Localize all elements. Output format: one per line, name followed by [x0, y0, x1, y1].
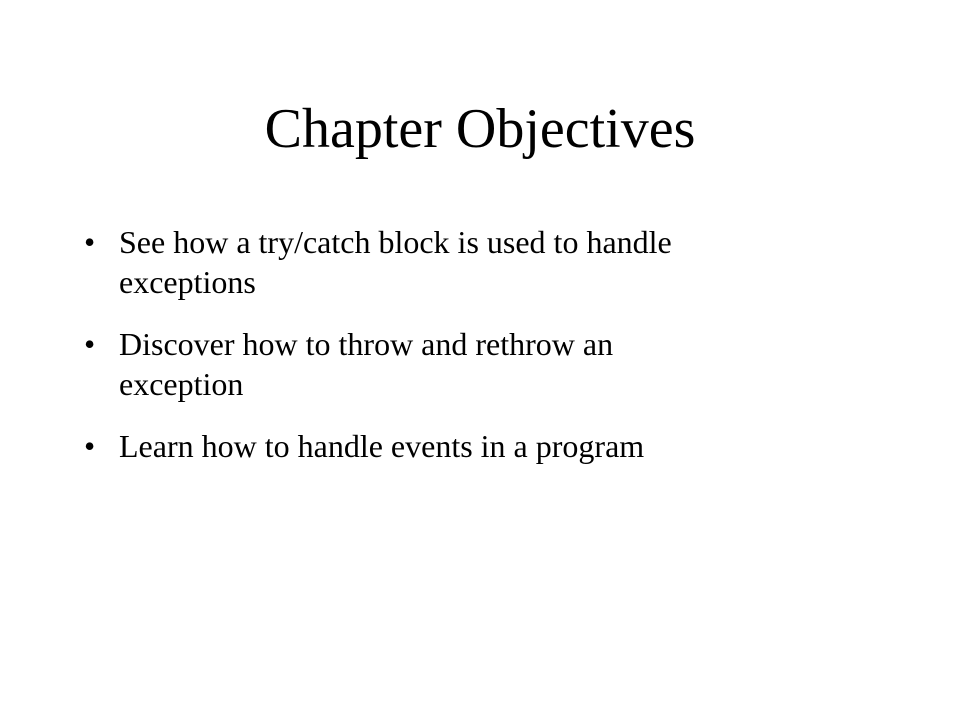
bullet-list [84, 222, 884, 488]
bullet-icon: • [84, 224, 96, 260]
slide-title: Chapter Objectives [264, 98, 696, 160]
bullet-item [84, 222, 884, 302]
bullet-icon: • [84, 326, 96, 362]
bullet-text-line: exception [119, 366, 244, 402]
bullet-text-line: Discover how to throw and rethrow an [119, 326, 614, 362]
bullet-text-line: See how a try/catch block is used to handle [119, 224, 672, 260]
bullet-icon: • [84, 428, 96, 464]
bullet-text-line: Learn how to handle events in a program [119, 428, 645, 464]
bullet-item [84, 324, 884, 404]
bullet-text-line: exceptions [119, 264, 256, 300]
bullet-item [84, 426, 884, 466]
